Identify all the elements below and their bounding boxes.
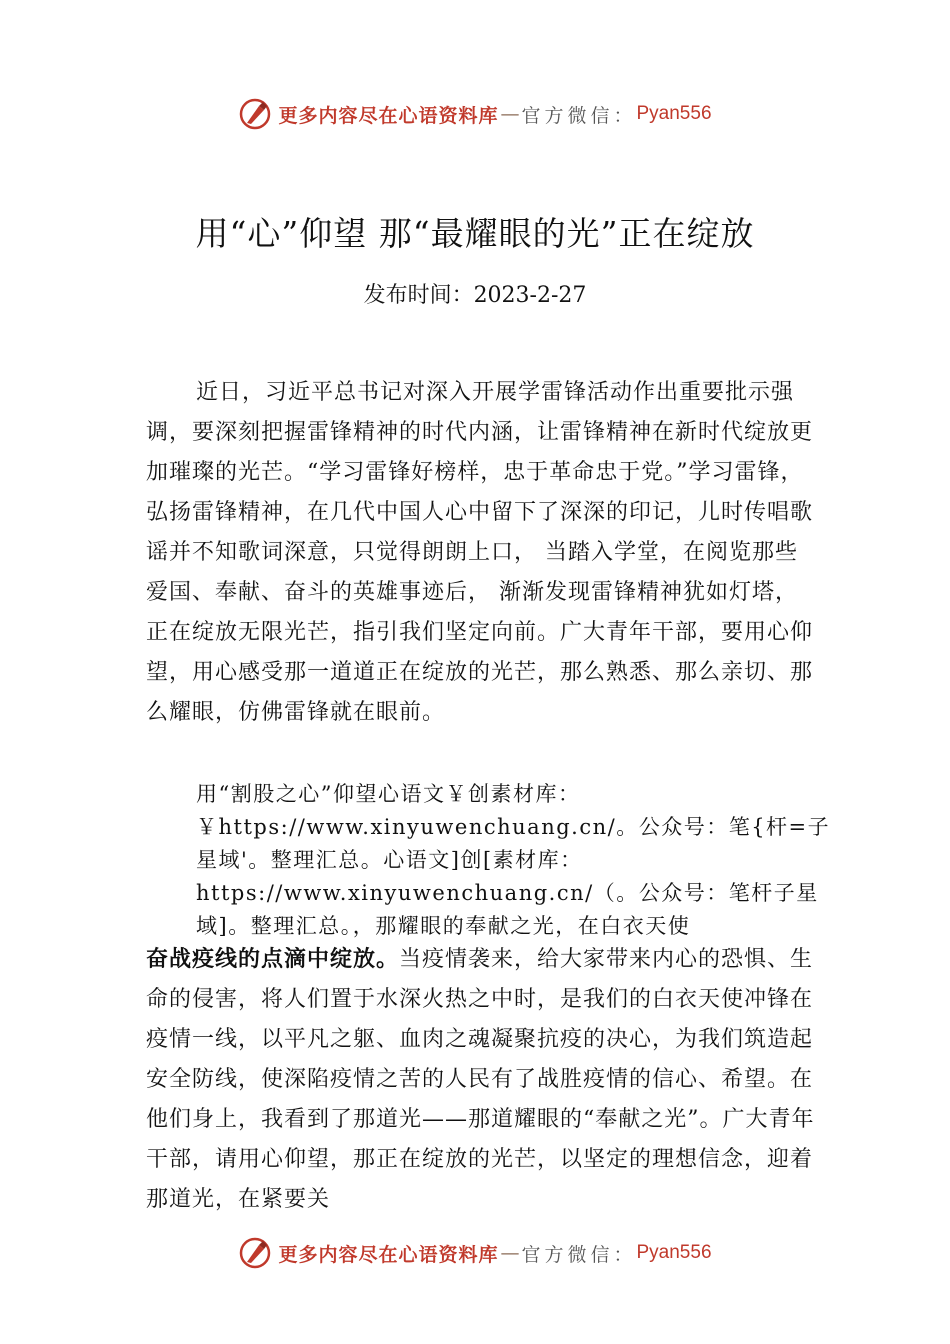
paragraph-1: 近日，习近平总书记对深入开展学雷锋活动作出重要批示强调，要深刻把握雷锋精神的时代内涵，让雷锋精神在新时代绽放更加璀璨的光芒。“学习雷锋好榜样，忠于革命忠于党。”学习雷锋，弘扬雷锋精神，在几代中国人心中留下了深深的印记，儿时传唱歌谣并不知歌词深意，只觉得朗朗上口， 当踏入学堂，在阅览那些爱国、奉献、奋斗的英雄事迹后， 渐渐发现雷锋精神犹如灯塔，正在绽放无限光芒，指引我们坚定向前。广大青年干部，要用心仰望，用心感受那一道道正在绽放的光芒，那么熟悉、那么亲切、那么耀眼，仿佛雷锋就在眼前。	[146, 380, 814, 725]
article-title: 用“心”仰望 那“最耀眼的光”正在绽放	[195, 214, 755, 253]
banner-main-text: 更多内容尽在心语资料库	[278, 1243, 499, 1266]
paragraph-3-lead: 奋战疫线的点滴中绽放。	[146, 947, 400, 972]
footer-banner	[0, 1233, 950, 1273]
banner-wechat-id: Pyan556	[636, 1242, 712, 1263]
banner-wechat-id: Pyan556	[636, 103, 712, 124]
banner-wechat-label: 官方微信：	[521, 1243, 637, 1266]
paragraph-3	[146, 940, 816, 1220]
pen-nib-icon	[238, 1236, 272, 1270]
banner-wechat-label: 官方微信：	[521, 104, 637, 127]
header-banner	[0, 94, 950, 134]
banner-dash: —	[500, 103, 520, 125]
banner-main-text: 更多内容尽在心语资料库	[278, 104, 499, 127]
paragraph-2: 用“割股之心”仰望心语文￥创素材库：￥https://www.xinyuwenchuang.cn/。公众号：笔{杆=子星域'。整理汇总。心语文]创[素材库：https://www.xinyuwenchuang.cn/（。公众号：笔杆子星域]。整理汇总。，那耀眼的奉献之光，在白衣天使	[196, 782, 831, 938]
pen-nib-icon	[238, 97, 272, 131]
paragraph-3-body: 当疫情袭来，给大家带来内心的恐惧、生命的侵害，将人们置于水深火热之中时，是我们的白衣天使冲锋在疫情一线，以平凡之躯、血肉之魂凝聚抗疫的决心，为我们筑造起安全防线，使深陷疫情之苦的人民有了战胜疫情的信心、希望。在他们身上，我看到了那道光——那道耀眼的“奉献之光”。广大青年干部，请用心仰望，那正在绽放的光芒，以坚定的理想信念，迎着那道光，在紧要关	[146, 947, 815, 1212]
publish-date: 发布时间：2023-2-27	[363, 283, 587, 308]
banner-dash: —	[500, 1242, 520, 1264]
